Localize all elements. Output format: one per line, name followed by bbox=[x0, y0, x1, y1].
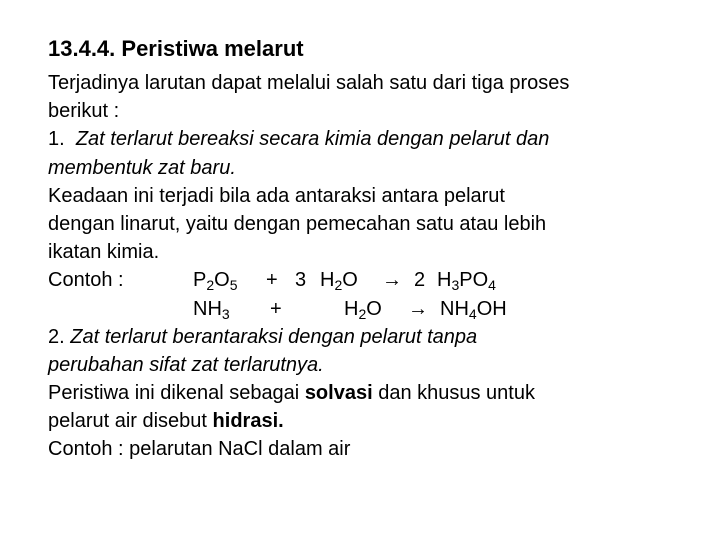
reaction-2-arrow-icon: → bbox=[408, 297, 428, 320]
slide-body bbox=[48, 69, 708, 464]
item-1-number: 1. bbox=[48, 128, 65, 151]
item-2-text-1: Zat terlarut berantaraksi dengan pelarut tanpa bbox=[70, 325, 478, 348]
reaction-1 bbox=[48, 266, 708, 294]
reaction-2-plus: + bbox=[270, 297, 282, 320]
explanation-1-line-3: ikatan kimia. bbox=[48, 241, 160, 264]
item-1-line-2: membentuk zat baru. bbox=[48, 156, 236, 179]
item-2-line-2: perubahan sifat zat terlarutnya. bbox=[48, 353, 324, 376]
reaction-1-product-coefficient: 2 bbox=[414, 269, 426, 292]
reaction-2 bbox=[48, 295, 708, 323]
reaction-1-product: $H_3PO_4$ bbox=[437, 269, 496, 294]
reaction-2-reactant-1: $NH_3$ bbox=[193, 297, 230, 322]
reaction-2-product: $NH_4OH$ bbox=[440, 297, 507, 322]
explanation-2-line-1: Peristiwa ini dikenal sebagai solvasi dan khusus untuk bbox=[48, 382, 535, 405]
item-2-line-1 bbox=[48, 323, 708, 351]
term-solvasi: solvasi bbox=[304, 382, 373, 405]
reaction-1-plus: + bbox=[266, 269, 278, 292]
reaction-1-arrow-icon: → bbox=[382, 269, 402, 292]
item-1-line-1 bbox=[48, 125, 708, 153]
reaction-2-reactant-2: $H_2O$ bbox=[344, 297, 382, 322]
term-hidrasi: hidrasi. bbox=[212, 410, 284, 433]
section-title: 13.4.4. Peristiwa melarut bbox=[48, 36, 304, 61]
explanation-1-line-1: Keadaan ini terjadi bila ada antaraksi antara pelarut bbox=[48, 184, 505, 207]
intro-line-2: berikut : bbox=[48, 100, 120, 123]
example-2: Contoh : pelarutan NaCl dalam air bbox=[48, 438, 351, 461]
reaction-1-reactant-2: $H_2O$ bbox=[320, 269, 358, 294]
item-1-text-1: Zat terlarut bereaksi secara kimia dengan pelarut dan bbox=[75, 128, 550, 151]
example-label: Contoh : bbox=[48, 269, 124, 292]
reaction-1-reactant-1: $P_2O_5$ bbox=[193, 269, 238, 294]
item-2-number: 2. bbox=[48, 325, 65, 348]
explanation-2-line-2: pelarut air disebut hidrasi. bbox=[48, 410, 284, 433]
explanation-1-line-2: dengan linarut, yaitu dengan pemecahan satu atau lebih bbox=[48, 212, 547, 235]
reaction-1-coefficient: 3 bbox=[295, 269, 307, 292]
intro-line-1: Terjadinya larutan dapat melalui salah satu dari tiga proses bbox=[48, 72, 570, 94]
